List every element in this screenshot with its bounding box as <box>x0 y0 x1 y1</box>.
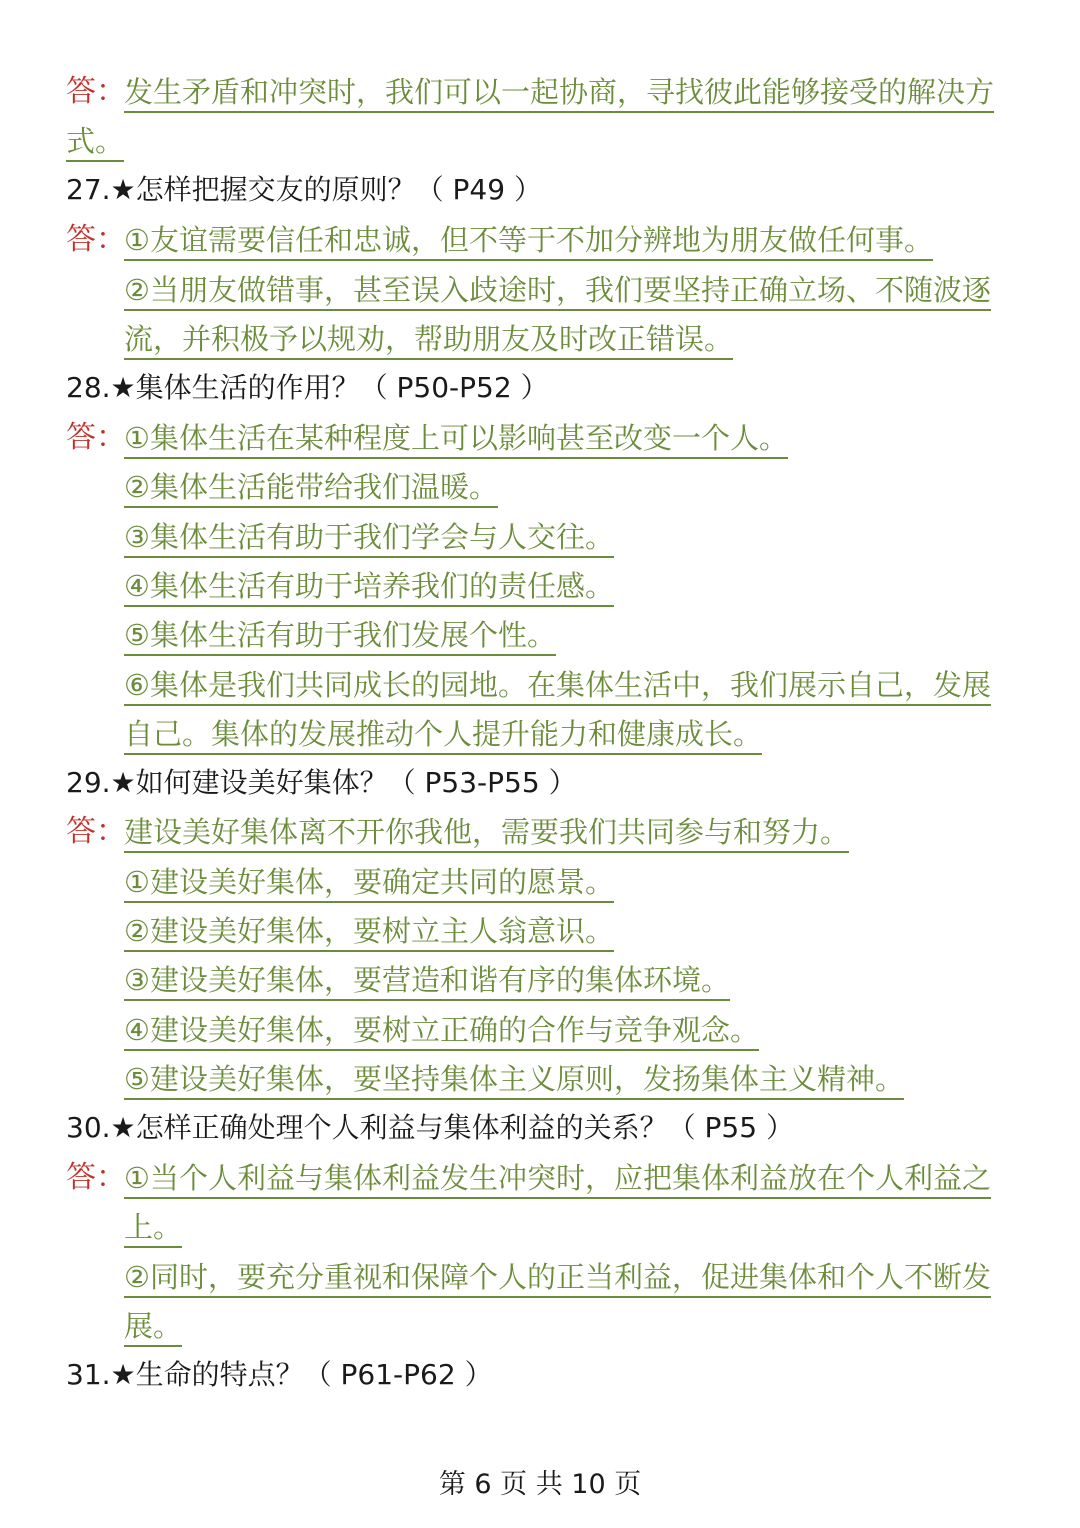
answer-text: 发生矛盾和冲突时，我们可以一起协商，寻找彼此能够接受的解决方 <box>124 75 994 113</box>
answer-line <box>124 517 614 557</box>
answer-text: ⑤集体生活有助于我们发展个性。 <box>124 618 556 656</box>
answer-text: ②集体生活能带给我们温暖。 <box>124 470 498 508</box>
answer-text: ⑤建设美好集体，要坚持集体主义原则，发扬集体主义精神。 <box>124 1062 904 1100</box>
page-number-footer: 第 6 页 共 10 页 <box>438 1469 642 1500</box>
answer-line <box>124 467 498 507</box>
answer-label: 答： <box>66 420 126 455</box>
answer-label: 答： <box>66 74 126 109</box>
answer-text: ④建设美好集体，要树立正确的合作与竞争观念。 <box>124 1013 759 1051</box>
answer-line <box>124 812 849 852</box>
answer-line <box>124 665 991 705</box>
answer-text: ③建设美好集体，要营造和谐有序的集体环境。 <box>124 963 730 1001</box>
answer-text: 展。 <box>124 1309 182 1347</box>
answer-label: 答： <box>66 814 126 849</box>
answer-text: ④集体生活有助于培养我们的责任感。 <box>124 569 614 607</box>
answer-line <box>124 1059 904 1099</box>
question-28: 28.★集体生活的作用？（ P50-P52 ） <box>66 371 549 404</box>
answer-text: ①友谊需要信任和忠诚，但不等于不加分辨地为朋友做任何事。 <box>124 223 933 261</box>
answer-line <box>124 220 933 260</box>
question-29: 29.★如何建设美好集体？（ P53-P55 ） <box>66 766 577 799</box>
answer-line <box>124 615 556 655</box>
answer-line <box>124 566 614 606</box>
answer-line <box>124 270 991 310</box>
answer-line <box>124 862 614 902</box>
answer-line <box>124 72 994 112</box>
answer-line <box>124 911 614 951</box>
answer-text: ③集体生活有助于我们学会与人交往。 <box>124 520 614 558</box>
answer-text: ⑥集体是我们共同成长的园地。在集体生活中，我们展示自己，发展 <box>124 668 991 706</box>
answer-text: ①集体生活在某种程度上可以影响甚至改变一个人。 <box>124 421 788 459</box>
answer-text: ②当朋友做错事，甚至误入歧途时，我们要坚持正确立场、不随波逐 <box>124 273 991 311</box>
answer-line <box>124 319 733 359</box>
answer-text: 流，并积极予以规劝，帮助朋友及时改正错误。 <box>124 322 733 360</box>
answer-line <box>124 1207 182 1247</box>
answer-text: 上。 <box>124 1210 182 1248</box>
answer-line <box>66 121 124 161</box>
answer-text: 自己。集体的发展推动个人提升能力和健康成长。 <box>124 717 762 755</box>
answer-line <box>124 714 762 754</box>
question-27: 27.★怎样把握交友的原则？（ P49 ） <box>66 173 542 206</box>
answer-text: ②同时，要充分重视和保障个人的正当利益，促进集体和个人不断发 <box>124 1260 991 1298</box>
question-31: 31.★生命的特点？（ P61-P62 ） <box>66 1358 493 1391</box>
answer-text: 建设美好集体离不开你我他，需要我们共同参与和努力。 <box>124 815 849 853</box>
answer-line <box>124 1010 759 1050</box>
answer-line <box>124 418 788 458</box>
answer-text: ①当个人利益与集体利益发生冲突时，应把集体利益放在个人利益之 <box>124 1161 991 1199</box>
answer-text: ①建设美好集体，要确定共同的愿景。 <box>124 865 614 903</box>
answer-line <box>124 1306 182 1346</box>
answer-line <box>124 1257 991 1297</box>
answer-text: ②建设美好集体，要树立主人翁意识。 <box>124 914 614 952</box>
answer-line <box>124 960 730 1000</box>
answer-label: 答： <box>66 222 126 257</box>
answer-label: 答： <box>66 1160 126 1195</box>
answer-text: 式。 <box>66 124 124 162</box>
question-30: 30.★怎样正确处理个人利益与集体利益的关系？（ P55 ） <box>66 1111 794 1144</box>
answer-line <box>124 1158 991 1198</box>
